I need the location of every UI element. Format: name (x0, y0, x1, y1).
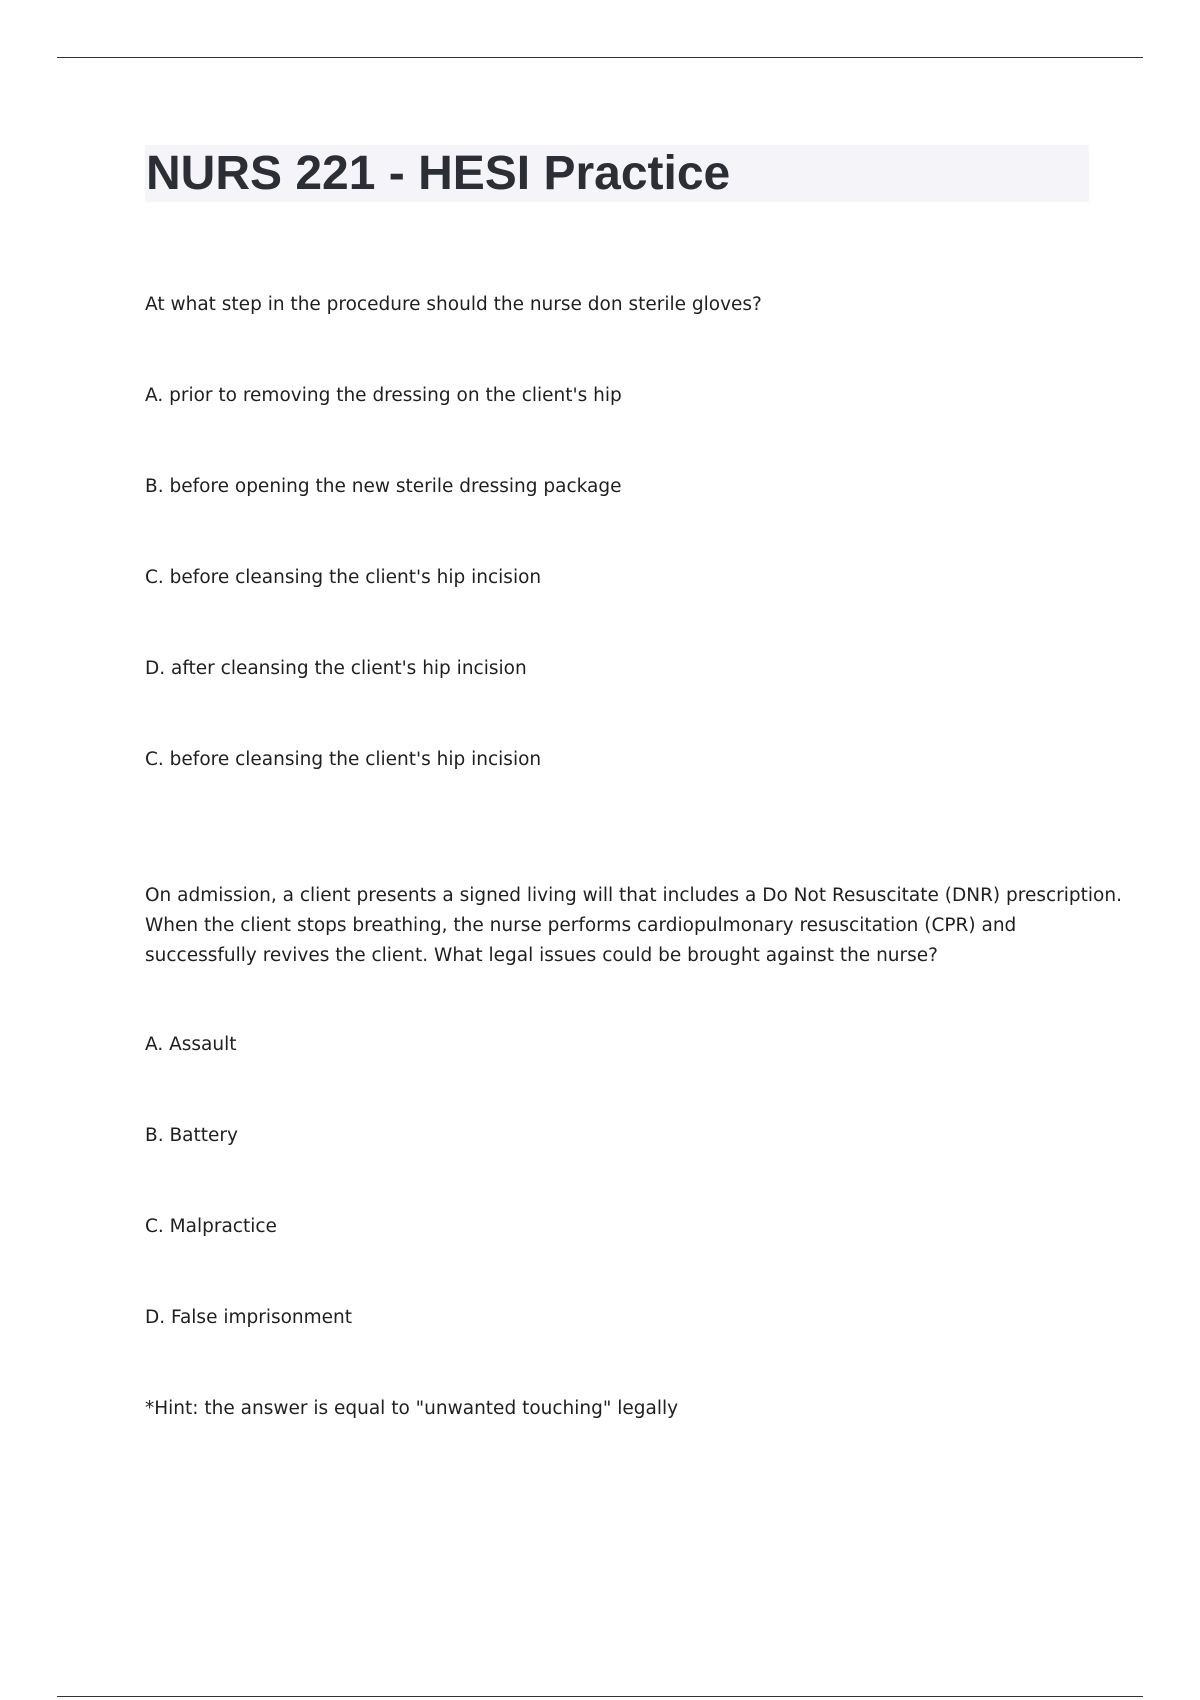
question-1-option-b: B. before opening the new sterile dressing package (145, 476, 622, 497)
question-2-option-c: C. Malpractice (145, 1216, 277, 1237)
question-2-option-b: B. Battery (145, 1125, 238, 1146)
question-2-prompt-line: On admission, a client presents a signed living will that includes a Do Not Resuscitate (DNR) prescription. (145, 885, 1122, 906)
question-2-prompt (145, 881, 1122, 971)
document-title: NURS 221 - HESI Practice (146, 147, 731, 200)
question-1-option-a: A. prior to removing the dressing on the client's hip (145, 385, 622, 406)
question-2-option-a: A. Assault (145, 1034, 237, 1055)
question-2-prompt-line: When the client stops breathing, the nurse performs cardiopulmonary resuscitation (CPR) and (145, 915, 1017, 936)
question-1-option-d: D. after cleansing the client's hip incision (145, 658, 527, 679)
question-1-option-c: C. before cleansing the client's hip incision (145, 567, 542, 588)
question-2-prompt-line: successfully revives the client. What legal issues could be brought against the nurse? (145, 945, 938, 966)
question-2-hint: *Hint: the answer is equal to "unwanted touching" legally (145, 1398, 679, 1419)
question-2-option-d: D. False imprisonment (145, 1307, 353, 1328)
top-rule (57, 57, 1143, 58)
question-1-prompt: At what step in the procedure should the nurse don sterile gloves? (145, 294, 762, 315)
question-1-answer: C. before cleansing the client's hip incision (145, 749, 542, 770)
bottom-rule (57, 1696, 1143, 1697)
